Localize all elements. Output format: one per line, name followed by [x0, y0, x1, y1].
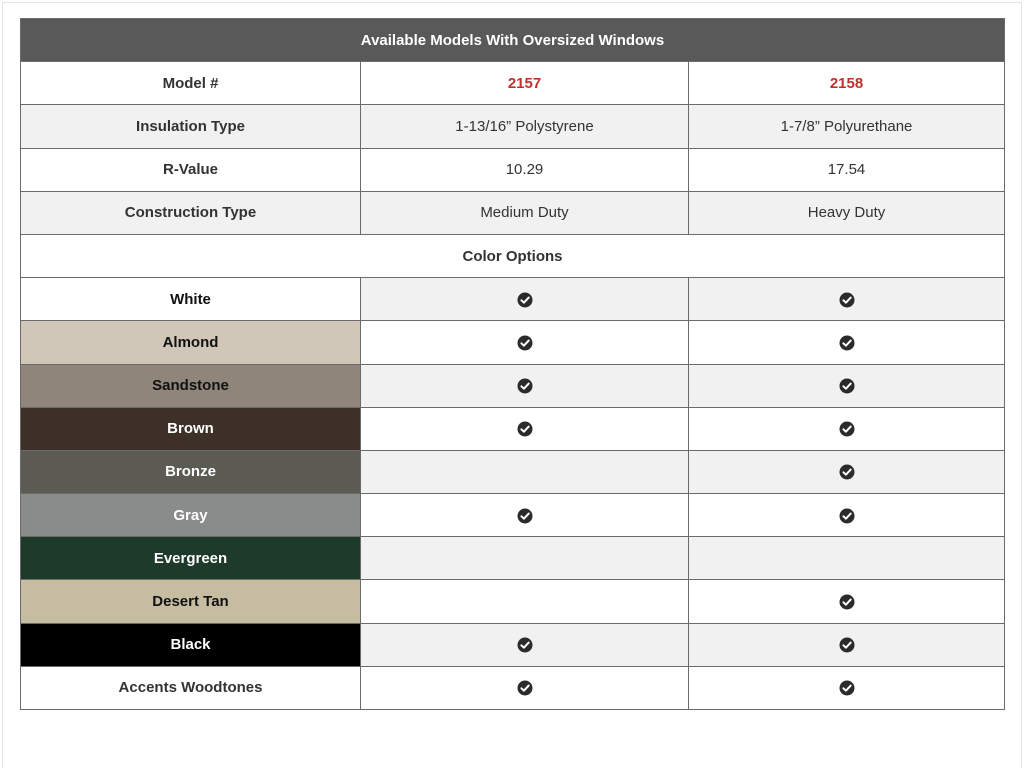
check-circle-icon	[839, 421, 855, 437]
color-row-brown	[21, 407, 1005, 450]
availability-2158-sandstone	[689, 364, 1005, 407]
check-circle-icon	[839, 464, 855, 480]
color-options-row	[21, 234, 1005, 277]
table-title: Available Models With Oversized Windows	[21, 19, 1005, 62]
check-circle-icon	[517, 378, 533, 394]
availability-2158-desert-tan	[689, 580, 1005, 623]
check-circle-icon	[839, 292, 855, 308]
color-row-white	[21, 278, 1005, 321]
color-swatch-desert-tan: Desert Tan	[21, 580, 361, 623]
spec-value: 10.29	[361, 148, 689, 191]
color-swatch-white: White	[21, 278, 361, 321]
availability-2157-black	[361, 623, 689, 666]
availability-2158-evergreen	[689, 537, 1005, 580]
spec-value: 1-13/16” Polystyrene	[361, 105, 689, 148]
check-circle-icon	[517, 421, 533, 437]
spec-value: 17.54	[689, 148, 1005, 191]
color-swatch-accents-woodtones: Accents Woodtones	[21, 666, 361, 709]
model-2158: 2158	[689, 62, 1005, 105]
color-swatch-bronze: Bronze	[21, 450, 361, 493]
check-circle-icon	[517, 680, 533, 696]
availability-2158-bronze	[689, 450, 1005, 493]
color-row-bronze	[21, 450, 1005, 493]
color-row-gray	[21, 494, 1005, 537]
color-swatch-almond: Almond	[21, 321, 361, 364]
color-row-black	[21, 623, 1005, 666]
models-table	[20, 18, 1005, 710]
check-circle-icon	[517, 637, 533, 653]
availability-2157-desert-tan	[361, 580, 689, 623]
spec-label: Insulation Type	[21, 105, 361, 148]
color-row-almond	[21, 321, 1005, 364]
color-swatch-sandstone: Sandstone	[21, 364, 361, 407]
availability-2157-sandstone	[361, 364, 689, 407]
check-circle-icon	[839, 637, 855, 653]
availability-2157-white	[361, 278, 689, 321]
availability-2157-brown	[361, 407, 689, 450]
check-circle-icon	[839, 378, 855, 394]
spec-label: Construction Type	[21, 191, 361, 234]
color-row-evergreen	[21, 537, 1005, 580]
construction-type-row	[21, 191, 1005, 234]
availability-2157-almond	[361, 321, 689, 364]
color-row-sandstone	[21, 364, 1005, 407]
color-swatch-brown: Brown	[21, 407, 361, 450]
r-value-row	[21, 148, 1005, 191]
spec-value: Medium Duty	[361, 191, 689, 234]
check-circle-icon	[839, 335, 855, 351]
model-2157: 2157	[361, 62, 689, 105]
availability-2158-almond	[689, 321, 1005, 364]
model-number-label: Model #	[21, 62, 361, 105]
availability-2157-accents-woodtones	[361, 666, 689, 709]
spec-label: R-Value	[21, 148, 361, 191]
availability-2158-gray	[689, 494, 1005, 537]
availability-2158-black	[689, 623, 1005, 666]
availability-2158-white	[689, 278, 1005, 321]
check-circle-icon	[839, 508, 855, 524]
availability-2157-evergreen	[361, 537, 689, 580]
check-circle-icon	[839, 680, 855, 696]
availability-2157-gray	[361, 494, 689, 537]
availability-2158-accents-woodtones	[689, 666, 1005, 709]
check-circle-icon	[839, 594, 855, 610]
check-circle-icon	[517, 335, 533, 351]
check-circle-icon	[517, 508, 533, 524]
color-row-desert-tan	[21, 580, 1005, 623]
color-swatch-gray: Gray	[21, 494, 361, 537]
check-circle-icon	[517, 292, 533, 308]
color-swatch-black: Black	[21, 623, 361, 666]
spec-value: Heavy Duty	[689, 191, 1005, 234]
availability-2158-brown	[689, 407, 1005, 450]
color-row-accents-woodtones	[21, 666, 1005, 709]
color-swatch-evergreen: Evergreen	[21, 537, 361, 580]
spec-value: 1-7/8” Polyurethane	[689, 105, 1005, 148]
model-number-row	[21, 62, 1005, 105]
availability-2157-bronze	[361, 450, 689, 493]
insulation-type-row	[21, 105, 1005, 148]
color-options-heading: Color Options	[21, 234, 1005, 277]
